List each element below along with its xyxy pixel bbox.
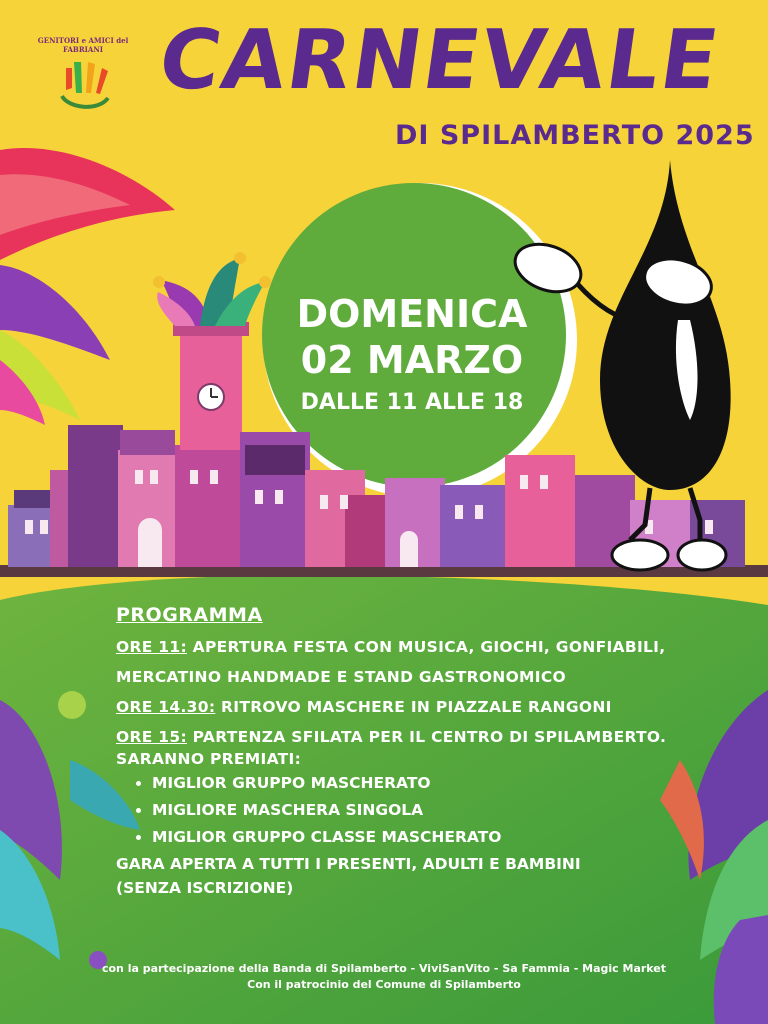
program-item: ORE 11: APERTURA FESTA CON MUSICA, GIOCHI, GONFIABILI, xyxy=(116,638,666,656)
program-item: ORE 14.30: RITROVO MASCHERE IN PIAZZALE RANGONI xyxy=(116,698,612,716)
event-date: 02 MARZO xyxy=(300,338,524,382)
awards-list xyxy=(116,774,736,846)
logo-text: GENITORI e AMICI del FABRIANI xyxy=(37,36,129,54)
program-note: GARA APERTA A TUTTI I PRESENTI, ADULTI E BAMBINI xyxy=(116,855,581,873)
program-heading: PROGRAMMA xyxy=(116,604,263,626)
program-note: (SENZA ISCRIZIONE) xyxy=(116,879,294,897)
event-hours: DALLE 11 ALLE 18 xyxy=(300,390,524,415)
page-title: CARNEVALE xyxy=(153,13,726,108)
awards-intro: SARANNO PREMIATI: xyxy=(116,750,302,768)
program-item: MERCATINO HANDMADE E STAND GASTRONOMICO xyxy=(116,668,566,686)
footer-partners: con la partecipazione della Banda di Spilamberto - ViviSanVito - Sa Fammia - Magic Market xyxy=(101,962,667,975)
page-subtitle: DI SPILAMBERTO 2025 xyxy=(395,120,755,151)
program-item: ORE 15: PARTENZA SFILATA PER IL CENTRO DI SPILAMBERTO. xyxy=(116,728,667,746)
award-item: • MIGLIOR GRUPPO CLASSE MASCHERATO xyxy=(152,828,736,846)
award-item: • MIGLIOR GRUPPO MASCHERATO xyxy=(152,774,736,792)
program-section xyxy=(116,604,736,897)
event-day: DOMENICA xyxy=(296,292,528,336)
footer-patronage: Con il patrocinio del Comune di Spilamberto xyxy=(247,978,521,991)
award-item: • MIGLIORE MASCHERA SINGOLA xyxy=(152,801,736,819)
